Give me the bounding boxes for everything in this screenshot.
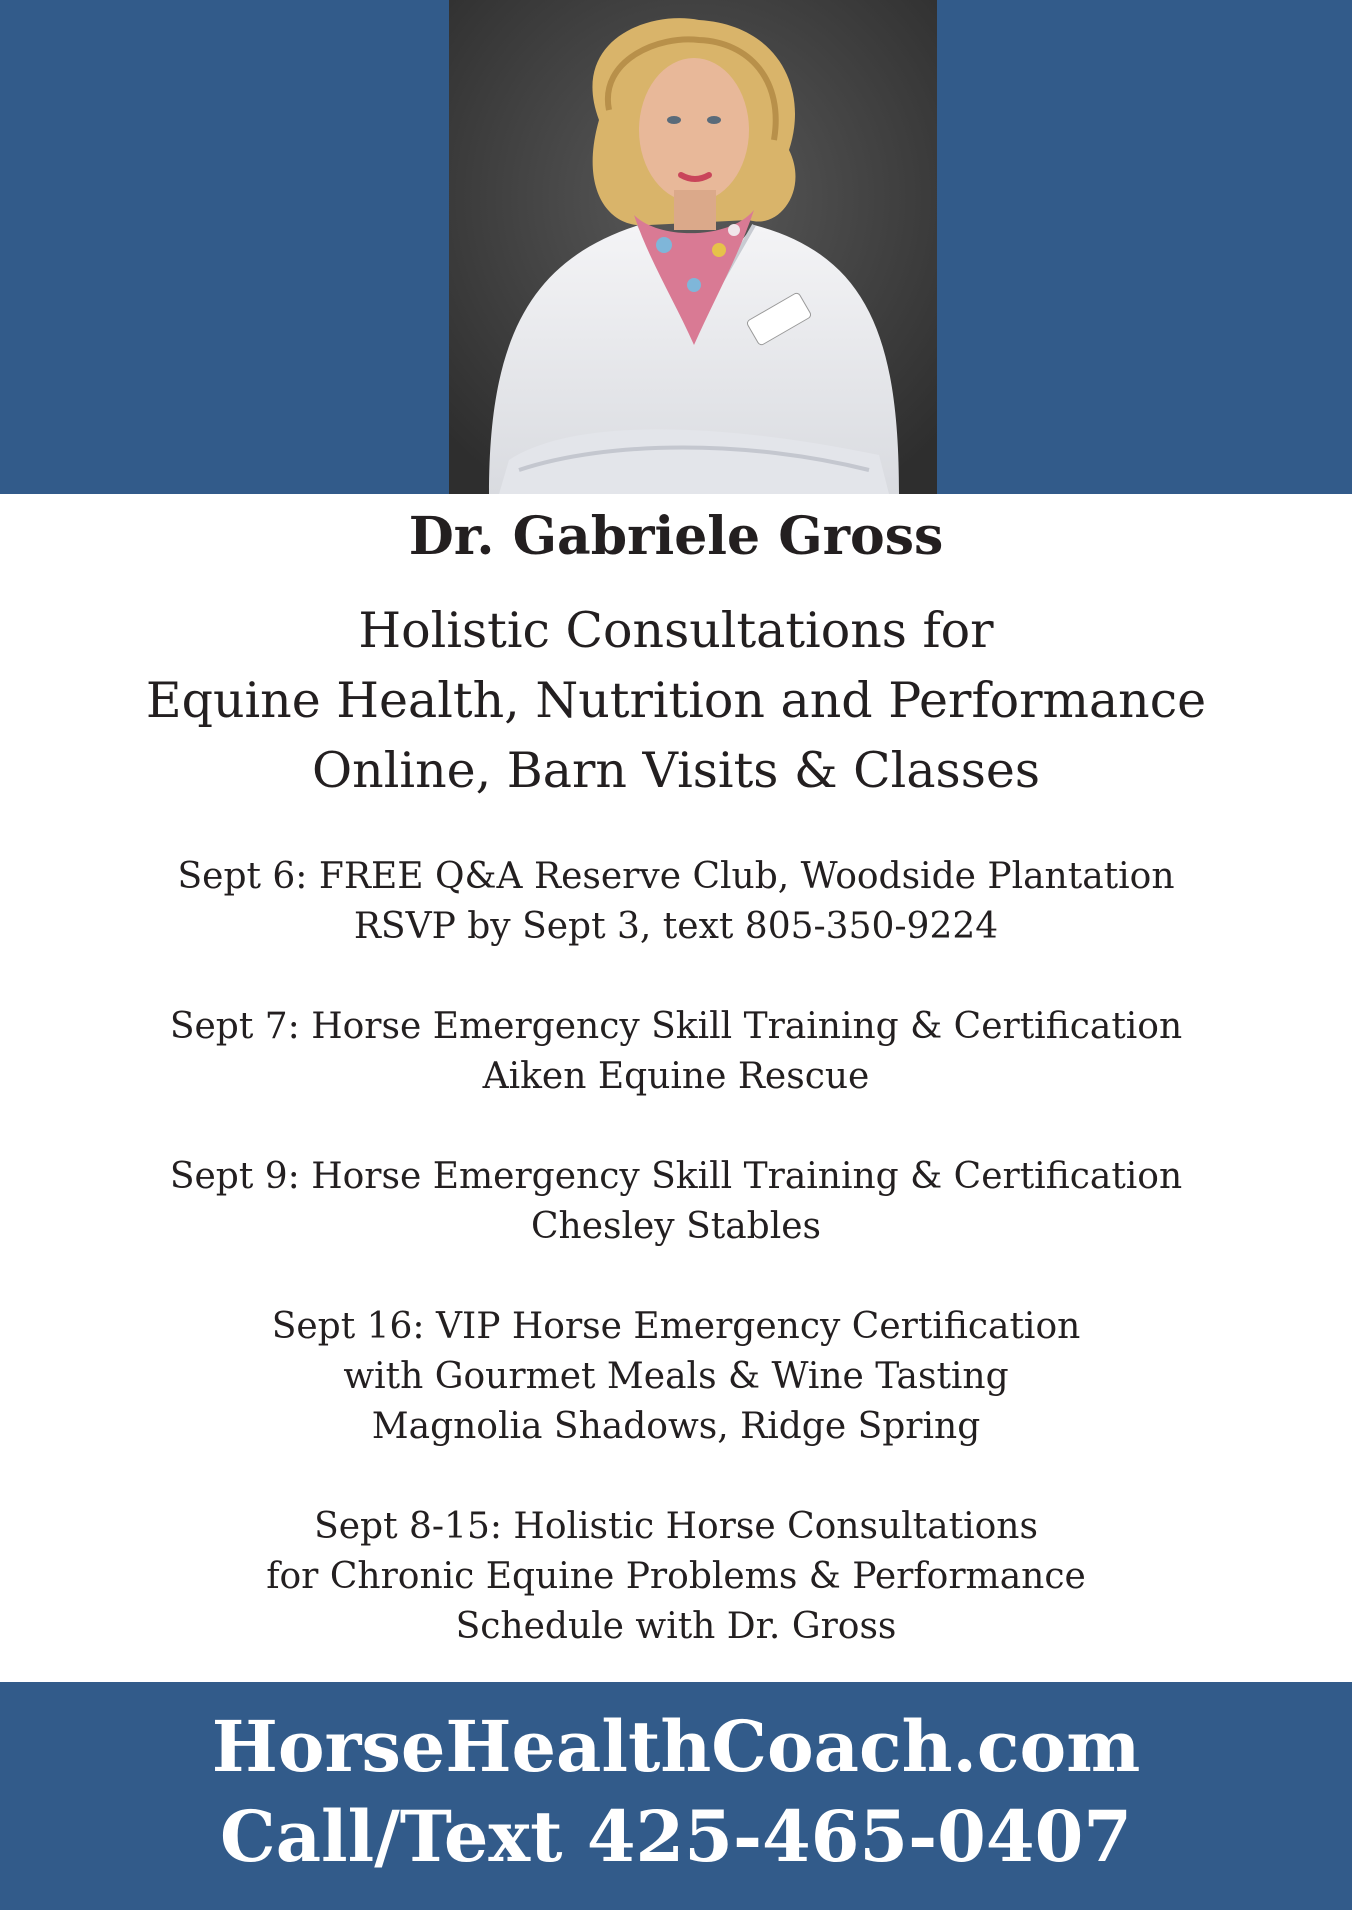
event-item: [0, 1002, 1352, 1102]
event-line: Schedule with Dr. Gross: [455, 1606, 897, 1647]
event-line: RSVP by Sept 3, text 805-350-9224: [353, 906, 999, 947]
website-link[interactable]: HorseHealthCoach.com: [211, 1705, 1141, 1788]
event-line: Sept 7: Horse Emergency Skill Training & Certification: [169, 1006, 1183, 1047]
event-item: [0, 852, 1352, 952]
event-line: Aiken Equine Rescue: [482, 1056, 870, 1097]
event-line: Sept 6: FREE Q&A Reserve Club, Woodside Plantation: [177, 856, 1175, 897]
event-line: Sept 16: VIP Horse Emergency Certification: [271, 1306, 1081, 1347]
event-line: Sept 9: Horse Emergency Skill Training & Certification: [169, 1156, 1183, 1197]
event-line: Chesley Stables: [530, 1206, 822, 1247]
phone-number[interactable]: Call/Text 425-465-0407: [219, 1795, 1133, 1878]
event-item: [0, 1152, 1352, 1252]
portrait-photo: [449, 0, 937, 494]
doctor-name: Dr. Gabriele Gross: [408, 506, 944, 567]
event-line: for Chronic Equine Problems & Performance: [266, 1556, 1086, 1597]
subtitle-line: Equine Health, Nutrition and Performance: [145, 672, 1207, 729]
subtitle-line: Online, Barn Visits & Classes: [312, 742, 1040, 799]
subtitle-line: Holistic Consultations for: [358, 602, 994, 659]
event-item: [0, 1502, 1352, 1652]
event-line: Sept 8-15: Holistic Horse Consultations: [314, 1506, 1038, 1547]
event-line: with Gourmet Meals & Wine Tasting: [343, 1356, 1009, 1397]
event-line: Magnolia Shadows, Ridge Spring: [371, 1406, 981, 1447]
services-subtitle: [0, 596, 1352, 806]
event-item: [0, 1302, 1352, 1452]
event-list: [0, 852, 1352, 1702]
footer-band: [0, 1682, 1352, 1910]
